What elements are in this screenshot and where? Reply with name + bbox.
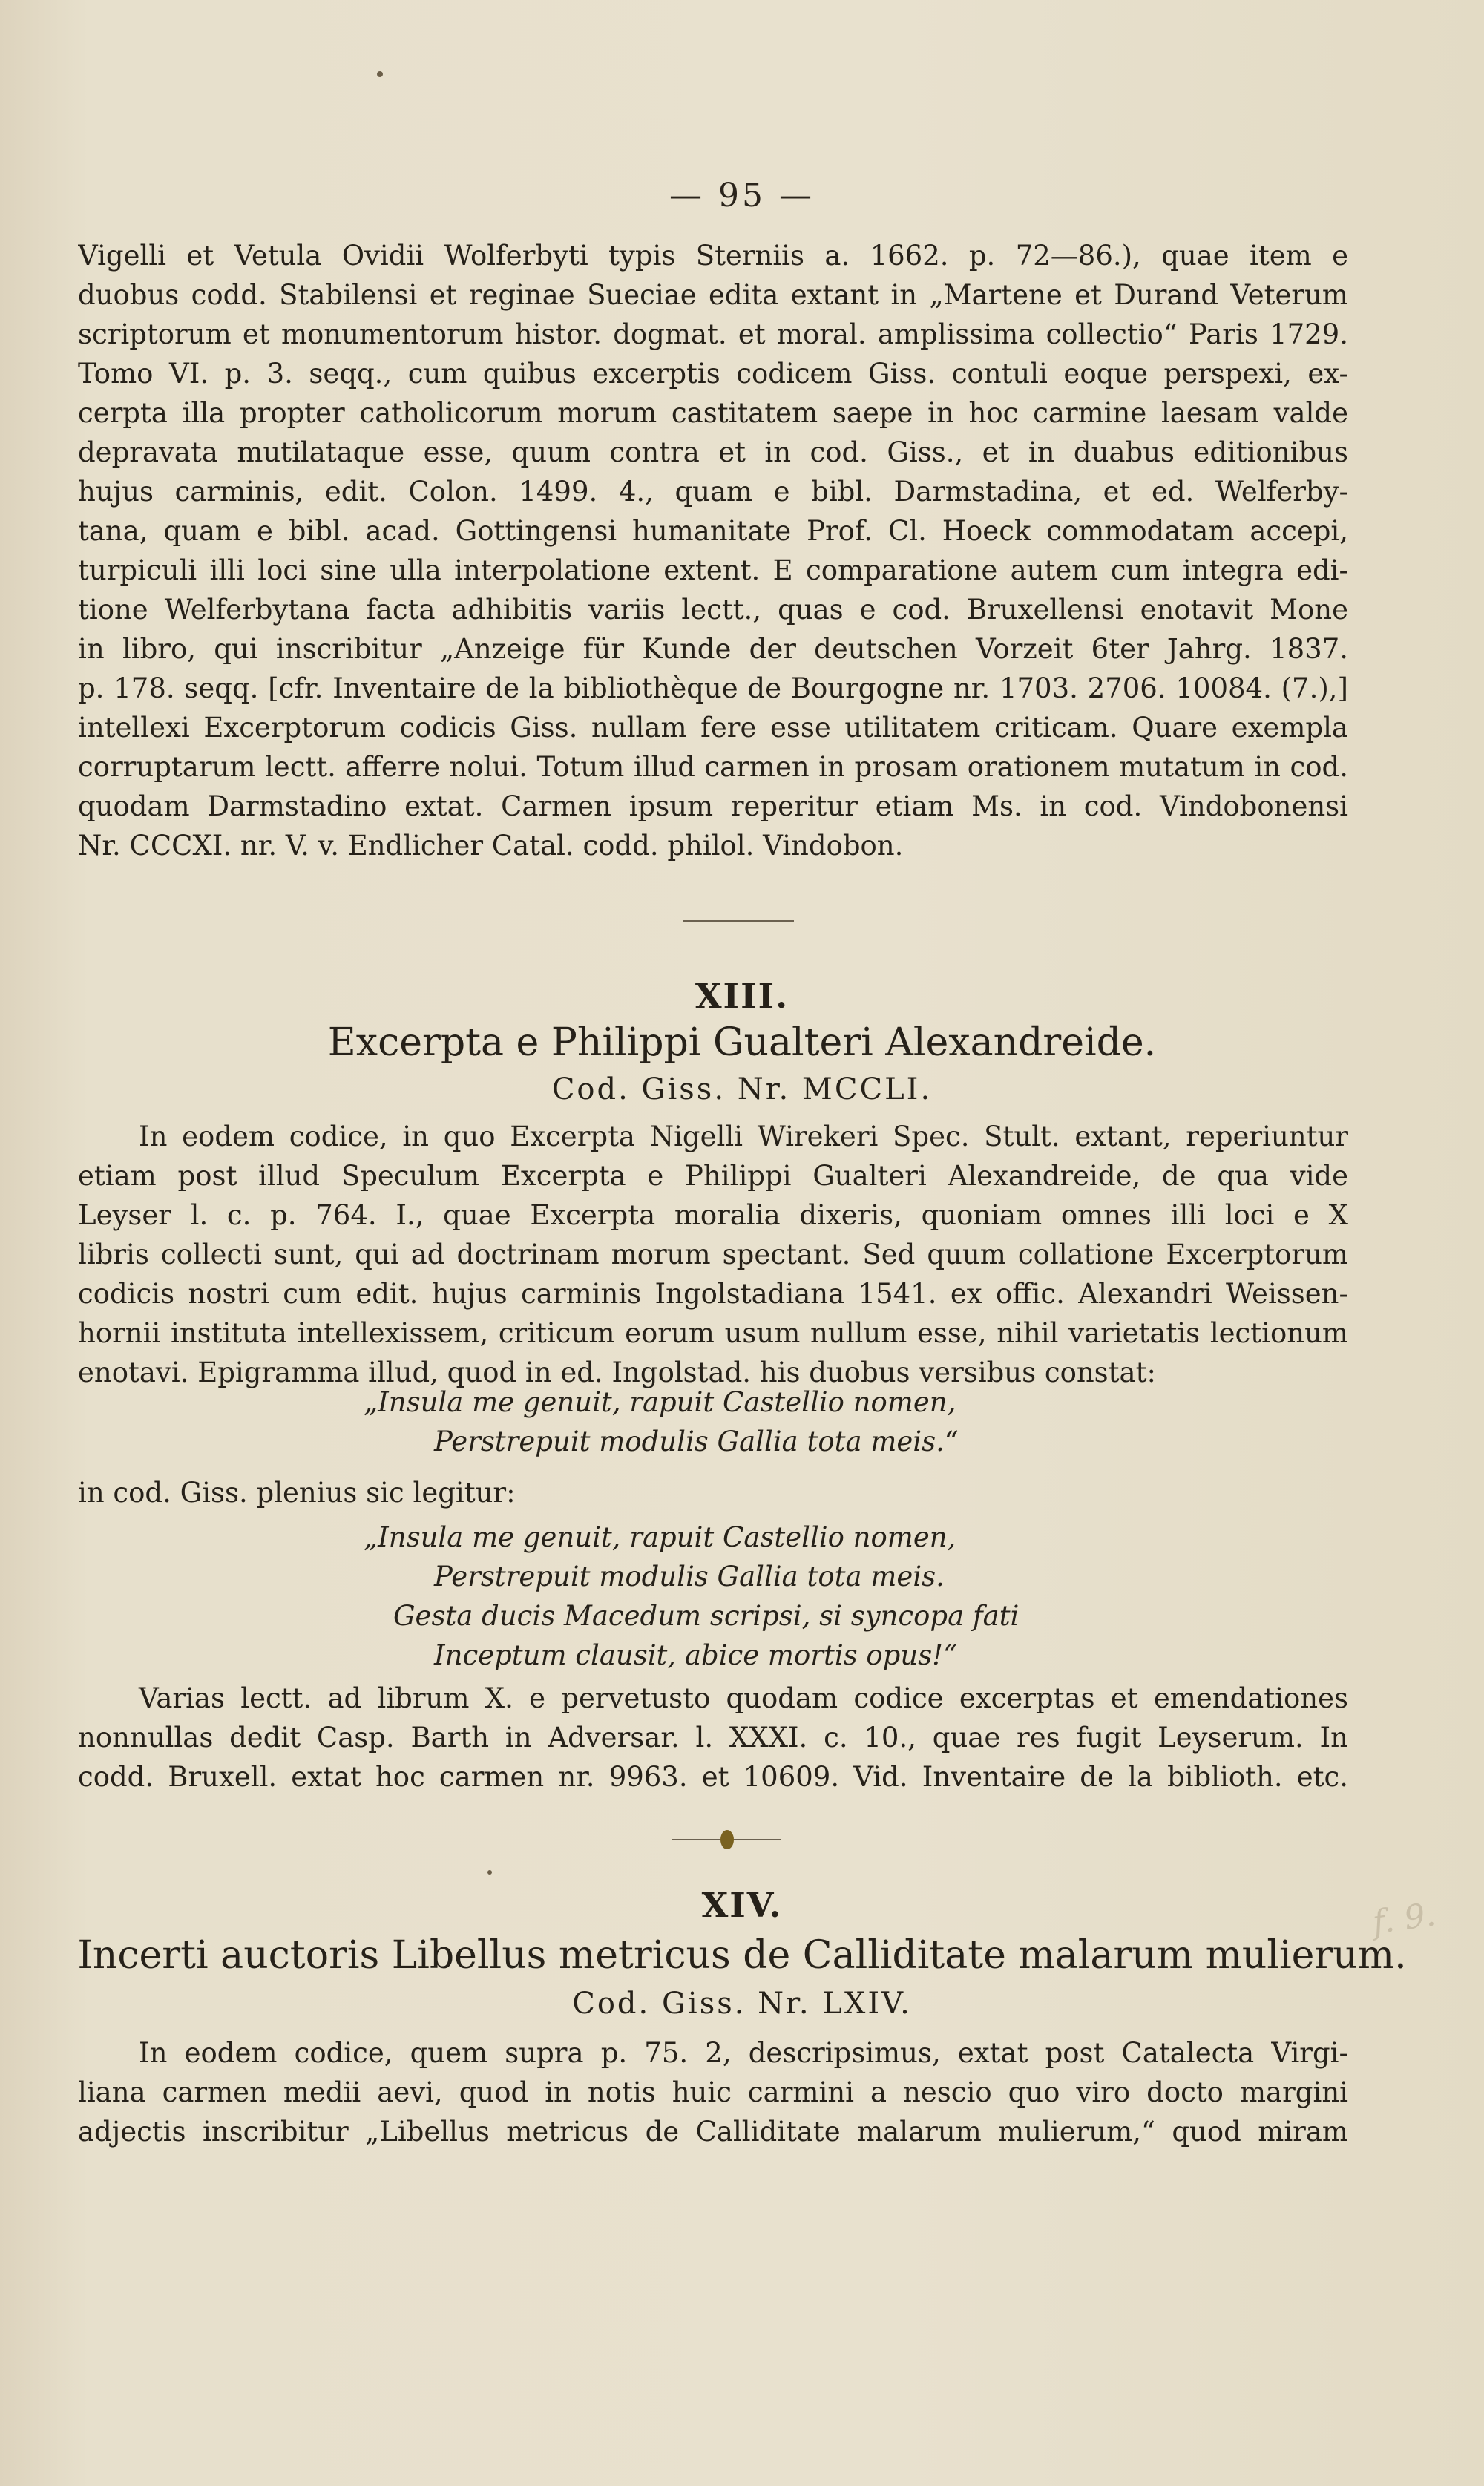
text-line: corruptarum lectt. afferre nolui. Totum illud carmen in prosam orationem mutatum in cod. (78, 751, 1348, 783)
verse-line: „Insula me genuit, rapuit Castellio nomen, (364, 1386, 956, 1418)
text-line: in cod. Giss. plenius sic legitur: (78, 1477, 516, 1509)
section-number: XIV. (701, 1885, 783, 1925)
text-line: liana carmen medii aevi, quod in notis huic carmini a nescio quo viro docto margini (78, 2076, 1348, 2108)
paragraph-continued (78, 236, 1348, 865)
codex-reference: Cod. Giss. Nr. MCCLI. (551, 1072, 933, 1106)
text-line: depravata mutilataque esse, quum contra et in cod. Giss., et in duabus editionibus (78, 436, 1348, 468)
text-line: adjectis inscribitur „Libellus metricus de Calliditate malarum mulierum,“ quod miram (78, 2116, 1348, 2148)
text-line: libris collecti sunt, qui ad doctrinam morum spectant. Sed quum collatione Excerptorum (78, 1239, 1348, 1270)
verse-line: Inceptum clausit, abice mortis opus!“ (434, 1639, 957, 1671)
text-line: p. 178. seqq. [cfr. Inventaire de la bibliothèque de Bourgogne nr. 1703. 2706. 10084. (7.),] (78, 672, 1348, 704)
text-line: Leyser l. c. p. 764. I., quae Excerpta moralia dixeris, quoniam omnes illi loci e X (78, 1199, 1348, 1231)
text-line: hujus carminis, edit. Colon. 1499. 4., quam e bibl. Darmstadina, et ed. Welferby- (78, 476, 1348, 508)
text-line: turpiculi illi loci sine ulla interpolatione extent. E comparatione autem cum integra edi- (78, 554, 1348, 586)
section-title: Incerti auctoris Libellus metricus de Calliditate malarum mulierum. (77, 1933, 1407, 1978)
verse-line: Gesta ducis Macedum scripsi, si syncopa fati (393, 1600, 1020, 1632)
text-line: etiam post illud Speculum Excerpta e Philippi Gualteri Alexandreide, de qua vide (78, 1160, 1348, 1192)
text-line: nonnullas dedit Casp. Barth in Adversar. l. XXXI. c. 10., quae res fugit Leyserum. In (78, 1722, 1348, 1754)
codex-reference: Cod. Giss. Nr. LXIV. (572, 1987, 912, 2021)
text-line: codd. Bruxell. extat hoc carmen nr. 9963. et 10609. Vid. Inventaire de la biblioth. etc. (78, 1761, 1348, 1793)
section-number: XIII. (695, 976, 789, 1016)
text-line: in libro, qui inscribitur „Anzeige für Kunde der deutschen Vorzeit 6ter Jahrg. 1837. (78, 633, 1348, 665)
text-line: hornii instituta intellexissem, criticum eorum usum nullum esse, nihil varietatis lectionum (78, 1317, 1348, 1349)
ornament-icon (720, 1830, 734, 1849)
section-title: Excerpta e Philippi Gualteri Alexandreide. (327, 1020, 1157, 1065)
text-line: tana, quam e bibl. acad. Gottingensi humanitate Prof. Cl. Hoeck commodatam accepi, (78, 515, 1348, 547)
ink-speck (487, 1870, 492, 1875)
text-line: Varias lectt. ad librum X. e pervetusto quodam codice excerptas et emendationes (139, 1682, 1348, 1714)
text-line: codicis nostri cum edit. hujus carminis Ingolstadiana 1541. ex offic. Alexandri Weissen- (78, 1278, 1348, 1310)
ink-speck (377, 71, 383, 77)
text-line: intellexi Excerptorum codicis Giss. nullam fere esse utilitatem criticam. Quare exempla (78, 712, 1348, 744)
text-line: Nr. CCCXI. nr. V. v. Endlicher Catal. codd. philol. Vindobon. (78, 830, 904, 862)
text-line: cerpta illa propter catholicorum morum castitatem saepe in hoc carmine laesam valde (78, 397, 1348, 429)
text-line: Tomo VI. p. 3. seqq., cum quibus excerptis codicem Giss. contuli eoque perspexi, ex- (78, 358, 1348, 390)
text-line: tione Welferbytana facta adhibitis variis lectt., quas e cod. Bruxellensi enotavit Mone (78, 594, 1348, 626)
verse-line: „Insula me genuit, rapuit Castellio nomen, (364, 1521, 956, 1553)
verse-line: Perstrepuit modulis Gallia tota meis.“ (434, 1426, 959, 1457)
section-paragraph (78, 1117, 1348, 1392)
text-line: duobus codd. Stabilensi et reginae Sueciae edita extant in „Martene et Durand Veterum (78, 279, 1348, 311)
text-line: enotavi. Epigramma illud, quod in ed. Ingolstad. his duobus versibus constat: (78, 1357, 1156, 1388)
verse-line: Perstrepuit modulis Gallia tota meis. (434, 1561, 945, 1593)
text-line: quodam Darmstadino extat. Carmen ipsum reperitur etiam Ms. in cod. Vindobonensi (78, 790, 1348, 822)
page-number: — 95 — (669, 177, 815, 214)
text-line: scriptorum et monumentorum histor. dogmat. et moral. amplissima collectio“ Paris 1729. (78, 318, 1348, 350)
text-line: Vigelli et Vetula Ovidii Wolferbyti typis Sterniis a. 1662. p. 72—86.), quae item e (78, 240, 1348, 272)
text-line: In eodem codice, in quo Excerpta Nigelli Wirekeri Spec. Stult. extant, reperiuntur (139, 1121, 1348, 1152)
margin-annotation: f. 9. (1370, 1895, 1438, 1942)
section-paragraph (78, 2033, 1348, 2151)
section-paragraph (78, 1679, 1348, 1797)
section-divider (683, 920, 794, 922)
text-line: In eodem codice, quem supra p. 75. 2, descripsimus, extat post Catalecta Virgi- (139, 2037, 1348, 2069)
